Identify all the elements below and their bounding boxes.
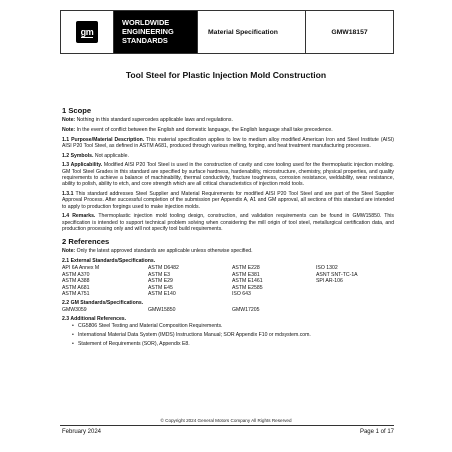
table-cell: SPI AR-106 xyxy=(316,278,343,285)
list-item: • International Material Data System (IMDS) Instructions Manual; SOR Appendix F10 or mdsystem.com. xyxy=(72,332,394,338)
paragraph-1-3 xyxy=(62,162,394,188)
table-row xyxy=(62,291,394,298)
org-name-line: STANDARDS xyxy=(122,36,168,46)
org-name-line: ENGINEERING xyxy=(122,27,174,37)
paragraph-1-2 xyxy=(62,153,394,159)
paragraph-text: Thermoplastic injection mold tooling design, construction, and validation requirements can be found in GMW15850. This specification is intended to support technical problem solving when considering the mill origin of tool steel, metallurgical certification data, and production processing only and will not specify tool build requirements. xyxy=(62,213,394,233)
paragraph-label: 1.3.1 xyxy=(62,191,74,197)
external-standards-table xyxy=(62,265,394,298)
footer-copyright: © Copyright 2024 General Motors Company All Rights Reserved xyxy=(160,418,292,423)
doc-type: Material Specification xyxy=(197,11,305,53)
section-heading-scope: 1 Scope xyxy=(62,106,92,115)
paragraph-text: Modified AISI P20 Tool Steel is used in the construction of cavity and core tooling used for the thermoplastic injection molding. GM Tool Steel Grades in this standard are specified by surface hardness, hardenability, microstructure, chemistry, physical properties, and quality requirements to achieve a balance of machinability, thermal conductivity, fracture toughness, corrosion resistance, weldability, wear resistance, ability to polish, ability to etch, and core strength which are all critical characteristics of injection mold tools. xyxy=(62,162,394,188)
paragraph-label: 1.1 Purpose/Material Description. xyxy=(62,136,145,143)
table-cell: ISO 1302 xyxy=(316,265,338,272)
subheading-gm-standards: 2.2 GM Standards/Specifications. xyxy=(62,300,144,306)
footer-page-number: Page 1 of 17 xyxy=(359,429,394,435)
note-text: Only the latest approved standards are applicable unless otherwise specified. xyxy=(75,248,253,255)
table-cell xyxy=(316,291,394,298)
note-text: Nothing in this standard supercedes applicable laws and regulations. xyxy=(75,117,233,124)
paragraph-1-3-1 xyxy=(62,191,394,210)
table-cell: ASNT SNT-TC-1A xyxy=(316,271,358,278)
table-row xyxy=(62,285,394,292)
table-cell: ASTM E1461 xyxy=(232,278,263,285)
table-cell: ASTM E381 xyxy=(232,271,260,278)
note-label: Note: xyxy=(62,248,76,255)
paragraph-label: 1.4 Remarks. xyxy=(62,213,96,220)
footer-date: February 2024 xyxy=(62,429,102,435)
table-cell: ASTM E140 xyxy=(148,291,176,298)
table-cell: ASTM A388 xyxy=(62,278,90,285)
table-cell: ISO 643 xyxy=(232,291,251,298)
org-name-line: WORLDWIDE xyxy=(122,18,170,27)
paragraph-text: Not applicable. xyxy=(93,152,129,159)
subheading-external-standards: 2.1 External Standards/Specifications. xyxy=(62,257,156,264)
gm-standards-table xyxy=(62,307,394,314)
document-header xyxy=(60,10,394,54)
table-cell: GMW3059 xyxy=(62,307,87,314)
table-row xyxy=(62,278,394,285)
table-cell: ASTM E228 xyxy=(232,265,260,272)
paragraph-label: 1.2 Symbols. xyxy=(62,152,94,159)
paragraph-text: This standard addresses Steel Supplier and Material Requirements for modified AISI P20 Tool Steel and are part of the Steel Supplier Approval Process. After successful completion of the submission per Appendix A, A1 and GM approval, all sections of this standard are intended to apply to production forgings used to make injection molds. xyxy=(62,191,394,210)
table-row xyxy=(62,307,394,314)
paragraph-1-4 xyxy=(62,213,394,232)
document-body xyxy=(62,106,394,350)
list-item: • CG5806 Steel Testing and Material Composition Requirements. xyxy=(72,323,394,329)
table-cell xyxy=(316,285,394,292)
table-cell xyxy=(316,307,394,314)
note-label: Note: xyxy=(62,117,76,124)
table-row xyxy=(62,272,394,279)
document-title: Tool Steel for Plastic Injection Mold Construction xyxy=(125,70,327,80)
paragraph-1-1 xyxy=(62,137,394,150)
subheading-additional-references: 2.3 Additional References. xyxy=(62,316,127,322)
table-cell: ASTM D6482 xyxy=(148,265,179,272)
gm-logo-text: gm xyxy=(80,26,94,37)
scope-note-1 xyxy=(62,117,394,123)
table-cell: ASTM A751 xyxy=(62,291,90,298)
references-note xyxy=(62,248,394,254)
doc-number: GMW18157 xyxy=(305,11,393,53)
paragraph-label: 1.3 Applicability. xyxy=(62,162,103,169)
scope-note-2 xyxy=(62,127,394,133)
paragraph-text: This material specification applies to low to medium alloy modified American Iron and Steel Institute (AISI) AISI P20 Tool Steel, as defined in ASTM A681, produced through various melting, forging, and heat treatment manufacturing processes. xyxy=(62,136,394,149)
table-cell: ASTM E29 xyxy=(148,278,173,285)
section-heading-references: 2 References xyxy=(62,236,110,246)
gm-logo xyxy=(61,11,113,53)
table-cell: GMW17205 xyxy=(232,307,260,314)
note-label: Note: xyxy=(62,127,76,133)
table-cell: ASTM A370 xyxy=(62,271,90,278)
additional-references-list xyxy=(72,323,394,347)
list-item: • Statement of Requirements (SOR), Appendix E8. xyxy=(72,341,394,347)
table-cell: ASTM E2585 xyxy=(232,284,263,291)
table-cell: ASTM E45 xyxy=(148,284,173,291)
table-row xyxy=(62,265,394,272)
table-cell: API 6A Annex M xyxy=(62,265,100,272)
org-name-block xyxy=(113,11,197,53)
table-cell: ASTM E3 xyxy=(148,271,170,278)
gm-logo-mark xyxy=(76,21,98,43)
table-cell: GMW15850 xyxy=(148,307,176,314)
footer-divider xyxy=(60,425,394,426)
note-text: In the event of conflict between the English and domestic language, the English language shall take precedence. xyxy=(75,127,333,133)
table-cell: ASTM A681 xyxy=(62,284,90,291)
